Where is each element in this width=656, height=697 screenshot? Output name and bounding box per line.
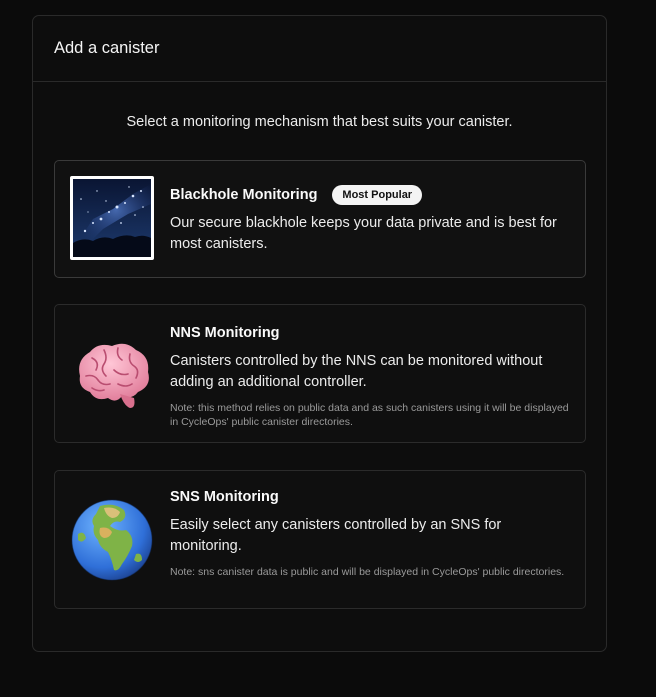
nns-option-title: NNS Monitoring <box>170 325 280 341</box>
dialog-header <box>33 16 606 82</box>
dialog-subtitle: Select a monitoring mechanism that best suits your canister. <box>126 114 513 130</box>
sns-option-description: Easily select any canisters controlled by an SNS for monitoring. <box>170 517 502 554</box>
blackhole-option-title: Blackhole Monitoring <box>170 187 318 203</box>
brain-icon <box>70 332 154 416</box>
nns-option-note: Note: this method relies on public data and as such canisters using it will be displayed in CycleOps' public canister directories. <box>170 402 569 428</box>
blackhole-option-description: Our secure blackhole keeps your data private and is best for most canisters. <box>170 215 557 252</box>
sns-option-note: Note: sns canister data is public and will be displayed in CycleOps' public directories. <box>170 566 565 578</box>
most-popular-badge: Most Popular <box>332 185 422 205</box>
blackhole-monitoring-option[interactable] <box>54 160 586 278</box>
nns-monitoring-option[interactable] <box>54 304 586 443</box>
night-sky-icon <box>70 176 154 260</box>
blackhole-option-title-row <box>170 185 571 205</box>
sns-option-title: SNS Monitoring <box>170 489 279 505</box>
dialog-title: Add a canister <box>54 39 160 57</box>
add-canister-dialog <box>32 15 607 652</box>
nns-option-content <box>170 323 571 429</box>
nns-option-description: Canisters controlled by the NNS can be monitored without adding an additional controller. <box>170 353 543 390</box>
blackhole-option-content <box>170 185 571 255</box>
sns-option-content <box>170 487 571 579</box>
globe-icon <box>70 498 154 582</box>
sns-monitoring-option[interactable] <box>54 470 586 609</box>
